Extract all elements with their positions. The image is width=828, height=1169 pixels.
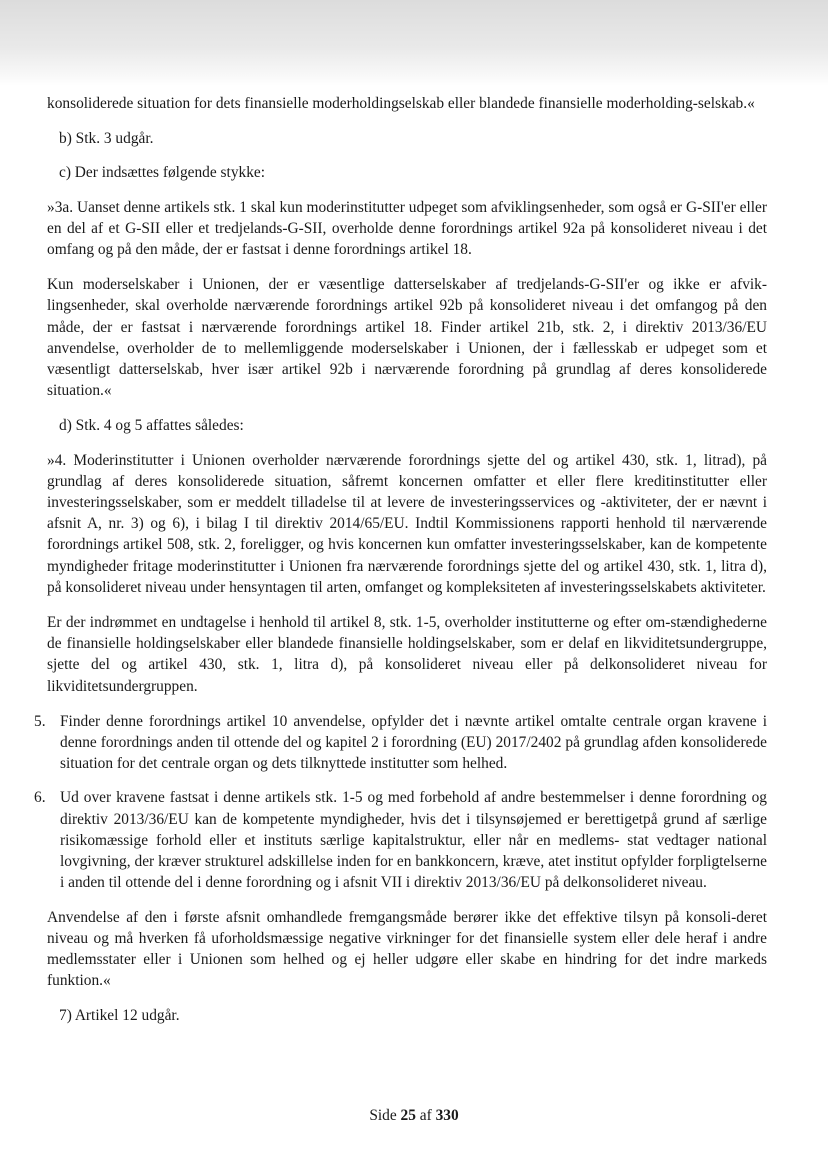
amendment-b: b) Stk. 3 udgår. [59, 130, 154, 148]
paragraph-closing: Anvendelse af den i første afsnit omhandlede fremgangsmåde berører ikke det effektive tilsyn på konsoli-deret niveau og må hverken få uforholdsmæssige negative virkninger for det finansielle system eller dele heraf i andre medlemsstater eller i Unionen som helhed og ej heller udgøre eller skabe en hindring for det indre markeds funktion.« [47, 908, 767, 990]
paragraph-3a: »3a. Uanset denne artikels stk. 1 skal kun moderinstitutter udpeget som afviklingsenheder, som også er G-SII'er eller en del af et G-SII eller et tredjelands-G-SII, overholde denne forordnings artikel 92a på konsolideret niveau i det omfang og på den måde, der er fastsat i denne forordnings artikel 18. [47, 198, 767, 259]
paragraph-4: »4. Moderinstitutter i Unionen overholder nærværende forordnings sjette del og artikel 430, stk. 1, litrad), på grundlag af deres konsoliderede situation, såfremt koncernen omfatter et eller flere kreditinstitutter eller investeringsselskaber, som er meddelt tilladelse til at levere de investeringsservices og -aktiviteter, der er nævnt i afsnit A, nr. 3) og 6), i bilag I til direktiv 2014/65/EU. Indtil Kommissionens rapporti henhold til nærværende forordnings artikel 508, stk. 2, foreligger, og hvis koncernen kun omfatter investeringsselskaber, kan de kompetente myndigheder fritage moderinstitutter i Unionen fra nærværende forordnings sjette del og artikel 430, stk. 1, litra d), på konsolideret niveau under hensyntagen til arten, omfanget og kompleksiteten af investeringsselskabets aktiviteter. [47, 451, 767, 596]
paragraph-continuation: konsoliderede situation for dets finansielle moderholdingselskab eller blandede finansielle moderholding-selskab.« [47, 95, 755, 112]
footer-prefix: Side [369, 1107, 401, 1124]
paragraph-4-second: Er der indrømmet en undtagelse i henhold til artikel 8, stk. 1-5, overholder institutterne og efter om-stændighederne de finansielle holdingselskaber eller blandede finansielle holdingselskaber, som er delaf en likviditetsundergruppe, sjette del og artikel 430, stk. 1, litra d), på konsolideret niveau eller på delkonsolideret niveau for likviditetsundergruppen. [47, 614, 767, 695]
amendment-c: c) Der indsættes følgende stykke: [59, 164, 266, 182]
item-text: Ud over kravene fastsat i denne artikels stk. 1-5 og med forbehold af andre bestemmelser i denne forordning og direktiv 2013/36/EU kan de kompetente myndigheder, hvis det i tilsynsøjemed er berettigetpå grund af særlige risikomæssige forhold eller et instituts særlige kapitalstruktur, eller når en medlems- stat vedtager national lovgivning, der kræver strukturel adskillelse inden for en bankkoncern, kræve, atet institut opfylder forpligtelserne i anden til ottende del i denne forordning og i afsnit VII i direktiv 2013/36/EU på delkonsolideret niveau. [60, 789, 767, 892]
amendment-7: 7) Artikel 12 udgår. [59, 1007, 180, 1025]
page-footer [0, 1106, 828, 1126]
numbered-item-6 [34, 787, 767, 893]
amendment-d: d) Stk. 4 og 5 affattes således: [59, 417, 244, 435]
paragraph-3a-second: Kun moderselskaber i Unionen, der er væsentlige datterselskaber af tredjelands-G-SII'er og ikke er afvik-lingsenheder, skal overholde nærværende forordnings artikel 92b på konsolideret niveau i det omfangog på den måde, der er fastsat i nærværende forordnings artikel 18. Finder artikel 21b, stk. 2, i direktiv 2013/36/EU anvendelse, overholder de to mellemliggende moderselskaber i Unionen, der i fællesskab er udpeget som et væsentligt datterselskab, hver især artikel 92b i nærværende forordning på grundlag af deres konsoliderede situation.« [47, 276, 767, 400]
document-page [34, 93, 767, 1040]
footer-middle: af [415, 1107, 436, 1124]
footer-page-number: 25 [400, 1107, 416, 1124]
numbered-item-5 [34, 711, 767, 775]
item-text: Finder denne forordnings artikel 10 anvendelse, opfylder det i nævnte artikel omtalte centrale organ kravene i denne forordnings anden til ottende del og kapitel 2 i forordning (EU) 2017/2402 på grundlag afden konsoliderede situation for det centrale organ og dets tilknyttede institutter som helhed. [60, 712, 767, 773]
item-number: 6. [34, 789, 46, 807]
scan-shadow-band [0, 0, 828, 86]
footer-page-total: 330 [435, 1107, 459, 1124]
item-number: 5. [34, 712, 46, 730]
